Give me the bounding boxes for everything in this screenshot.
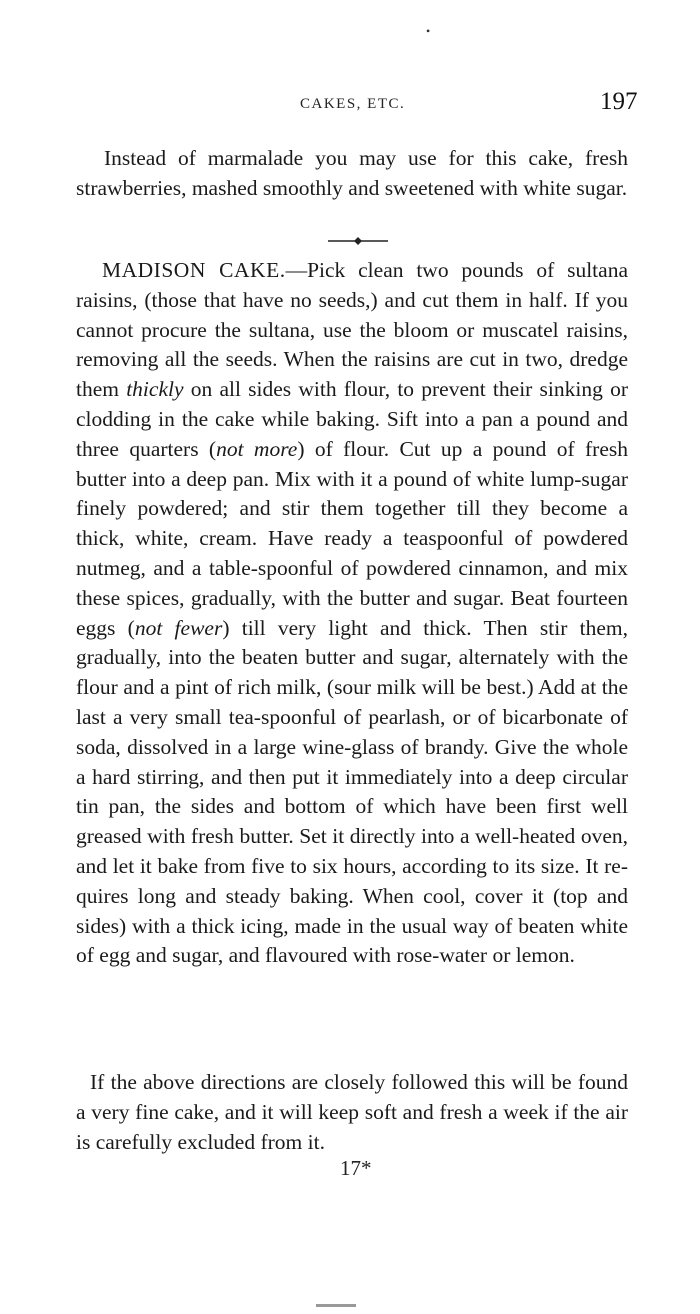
- section-divider-ornament: [328, 236, 388, 246]
- intro-paragraph: Instead of marmalade you may use for this cake, fresh strawberries, mashed smoothly and sweetened with white sugar.: [76, 146, 628, 200]
- recipe-text-segment: on all sides with flour, to prevent their sinking or clodding in the cake while baking. Sift into a pan a pound and three quarters (: [76, 377, 628, 461]
- emphasis-text: not fewer: [134, 615, 223, 640]
- page-number: 197: [600, 88, 638, 115]
- bottom-edge-mark: [316, 1304, 356, 1307]
- emphasis-text: not more: [216, 436, 298, 461]
- running-head: CAKES, ETC.: [300, 96, 406, 112]
- closing-paragraph: If the above directions are closely followed this will be found a very fine cake, and it will keep soft and fresh a week if the air is carefully excluded from it.: [76, 1070, 628, 1154]
- signature-mark: 17*: [340, 1156, 372, 1180]
- emphasis-text: thickly: [126, 377, 184, 402]
- recipe-text-segment: ) till very light and thick. Then stir them, gradually, into the beaten butter and sugar, alternately with the flour and a pint of rich milk, (sour milk will be best.) Add at the last a very small tea-spoonful of pearlash, or of bicarbonate of soda, dissolved in a large wine-glass of brandy. Give the whole a hard stirring, and then put it immediately into a deep circular tin pan, the sides and bottom of which have been first well greased with fresh butter. Set it directly into a well-heated oven, and let it bake from five to six hours, according to its size. It requires long and steady baking. When cool, cover it (top and sides) with a thick icing, made in the usual way of beaten white of egg and sugar, and flavoured with rose-water or lemon.: [76, 615, 628, 968]
- recipe-text-segment: ) of flour. Cut up a pound of fresh butter into a deep pan. Mix with it a pound of white lump-sugar finely powdered; and stir them together till they become a thick, white, cream. Have ready a teaspoonful of powdered nutmeg, and a table-spoonful of powdered cinnamon, and mix these spices, gradually, with the butter and sugar. Beat fourteen eggs (: [76, 436, 628, 640]
- madison-cake-paragraph: [76, 256, 628, 971]
- recipe-text-segment: —Pick clean two pounds of sultana raisins, (those that have no seeds,) and cut them in half. If you cannot procure the sultana, use the bloom or muscatel raisins, removing all the seeds. When the raisins are cut in two, dredge them: [76, 258, 628, 402]
- recipe-title: MADISON CAKE.: [102, 258, 286, 282]
- top-mark: •: [426, 24, 431, 38]
